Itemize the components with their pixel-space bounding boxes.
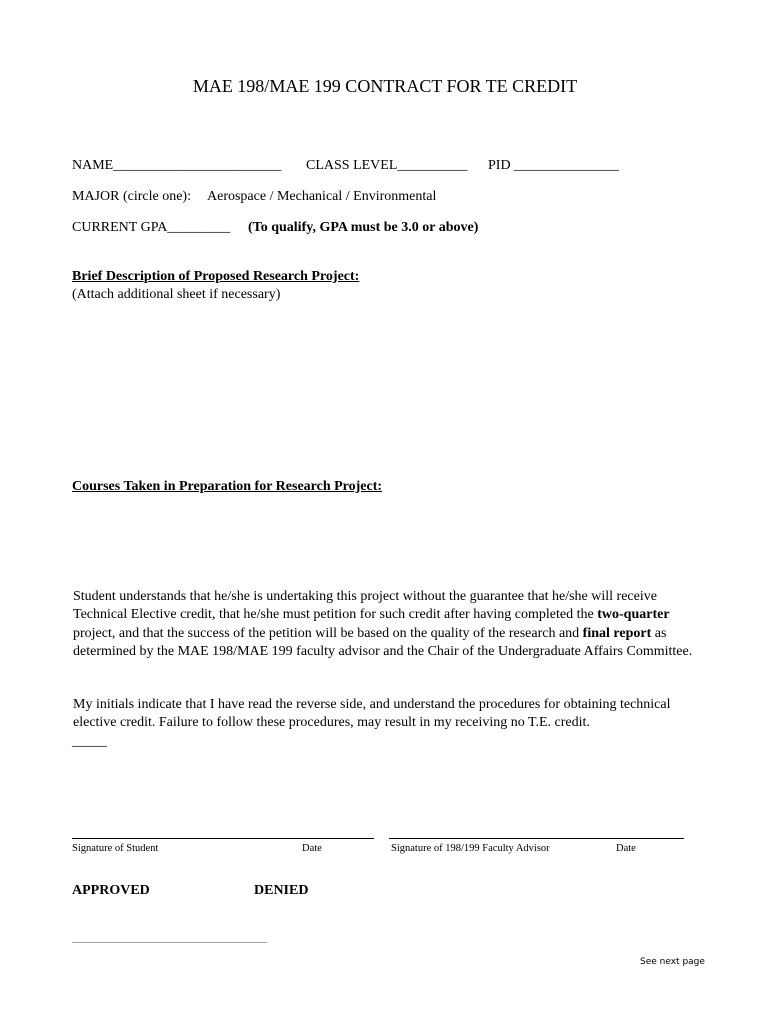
advisor-signature-line[interactable] [389,838,684,839]
approval-signature-line[interactable]: _______________________________________ [72,933,267,944]
approved-option[interactable]: APPROVED [72,883,150,898]
student-signature-line[interactable] [72,838,374,839]
gpa-field[interactable]: CURRENT GPA_________ [72,220,231,235]
gpa-note: (To qualify, GPA must be 3.0 or above) [248,220,479,235]
agreement-bold-two-quarter: two-quarter [597,607,670,623]
courses-heading: Courses Taken in Preparation for Research Project: [72,479,383,494]
agreement-bold-final-report: final report [582,625,652,641]
initials-paragraph [73,696,703,733]
agreement-text-2: project, and that the success of the petition will be based on the quality of the research and [73,625,583,641]
description-heading: Brief Description of Proposed Research Project: [72,269,360,284]
student-signature-label: Signature of Student [72,843,159,854]
advisor-signature-label: Signature of 198/199 Faculty Advisor [391,843,550,854]
major-options[interactable]: Aerospace / Mechanical / Environmental [207,189,437,204]
class-level-field[interactable]: CLASS LEVEL__________ [306,158,468,173]
major-label: MAJOR (circle one): [72,189,191,204]
initials-text: My initials indicate that I have read the reverse side, and understand the procedures for obtaining technical elective credit. Failure to follow these procedures, may result in my receiving no T.E. credit. [73,697,671,731]
denied-option[interactable]: DENIED [254,883,309,898]
agreement-paragraph [73,588,703,661]
description-note: (Attach additional sheet if necessary) [72,287,281,302]
date-label-student: Date [302,843,322,854]
see-next-page-note: See next page [640,957,705,967]
page-title: MAE 198/MAE 199 CONTRACT FOR TE CREDIT [192,76,578,96]
pid-field[interactable]: PID _______________ [488,158,620,173]
name-field[interactable]: NAME________________________ [72,158,282,173]
agreement-text-1: Student understands that he/she is undertaking this project without the guarantee that he/she will receive Technical Elective credit, that he/she must petition for such credit after having completed the [73,589,657,623]
initials-blank[interactable]: _____ [72,734,107,749]
agreement-text-3: as determined by the MAE 198/MAE 199 faculty advisor and the Chair of the Undergraduate Affairs Committee. [73,625,693,659]
date-label-advisor: Date [616,843,636,854]
